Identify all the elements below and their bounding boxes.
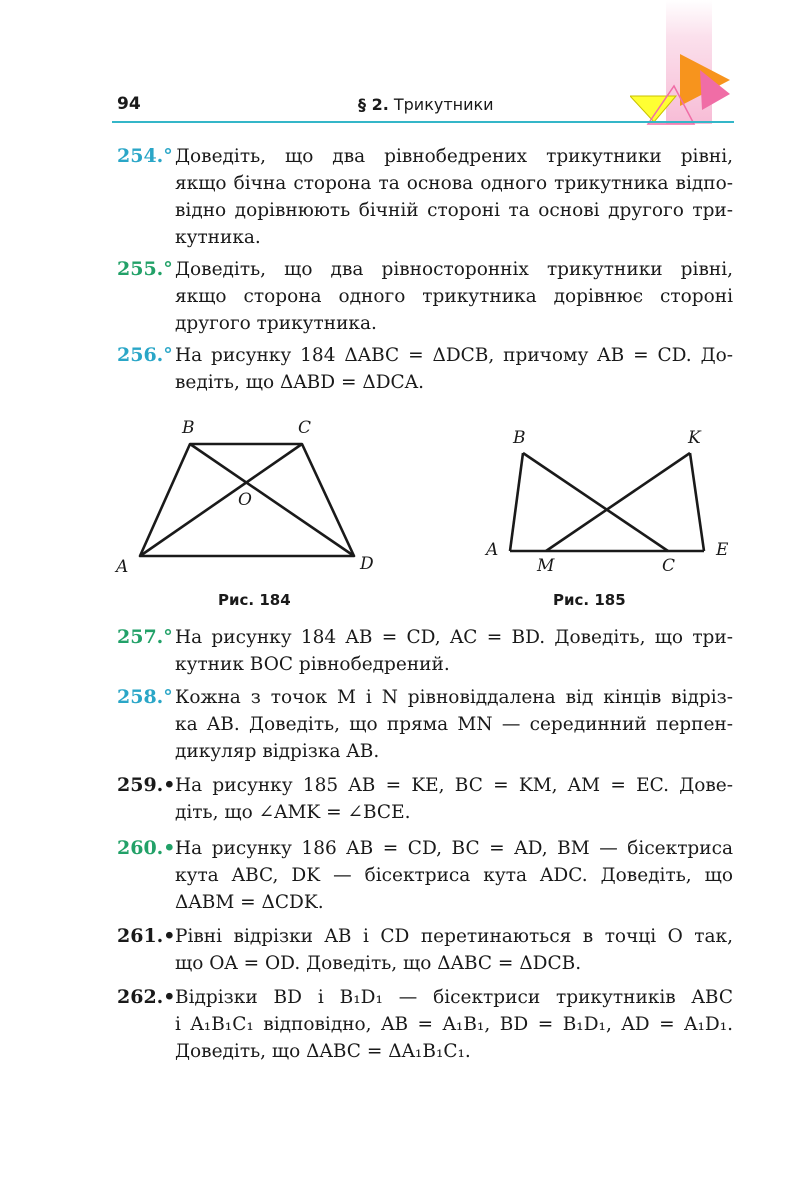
problem-number: 261.• xyxy=(117,925,176,947)
problem-text-line: На рисунку 185 AB = KE, BC = KM, AM = EC. Дове- xyxy=(175,775,733,796)
figure-185-caption: Рис. 185 xyxy=(553,591,626,609)
header-divider xyxy=(112,121,734,123)
problem-262 xyxy=(117,984,733,1065)
problem-text-line: Відрізки BD і B₁D₁ — бісектриси трикутників ABC xyxy=(175,987,733,1008)
figure-184 xyxy=(110,415,400,585)
point-label-c: C xyxy=(662,556,676,576)
problem-256 xyxy=(117,342,733,396)
problem-257 xyxy=(117,624,733,678)
vertex-label-e: E xyxy=(716,540,729,560)
problem-text-line: якщо бічна сторона та основа одного трикутника відпо- xyxy=(175,173,733,194)
problem-text-line: На рисунку 184 AB = CD, AC = BD. Доведіть, що три- xyxy=(175,627,733,648)
segment-bc xyxy=(523,453,668,551)
problem-text-line: Доведіть, що ΔABC = ΔA₁B₁C₁. xyxy=(175,1041,471,1062)
vertex-label-c: C xyxy=(298,418,312,438)
segment-ab xyxy=(510,453,523,551)
problem-number: 258.° xyxy=(117,686,173,708)
segment-mk xyxy=(546,453,690,551)
problem-text-line: якщо сторона одного трикутника дорівнює стороні xyxy=(175,286,733,307)
problem-number: 262.• xyxy=(117,986,176,1008)
triangles-logo-icon xyxy=(630,50,740,126)
problem-text-line: кутник BOC рівнобедрений. xyxy=(175,654,450,675)
vertex-label-d: D xyxy=(360,554,374,574)
problem-text-line: відно дорівнюють бічній стороні та основі другого три- xyxy=(175,200,733,221)
problem-text-line: Доведіть, що два рівнобедрених трикутники рівні, xyxy=(175,146,733,167)
problem-text-line: Доведіть, що два рівносторонніх трикутники рівні, xyxy=(175,259,733,280)
problem-number: 255.° xyxy=(117,258,173,280)
problem-text-line: кута ABC, DK — бісектриса кута ADC. Доведіть, що xyxy=(175,865,733,886)
figure-184-caption: Рис. 184 xyxy=(218,591,291,609)
problem-text-line: другого трикутника. xyxy=(175,313,377,334)
section-title: § 2. Трикутники xyxy=(358,95,494,114)
problem-258 xyxy=(117,684,733,765)
problem-text-line: і A₁B₁C₁ відповідно, AB = A₁B₁, BD = B₁D₁, AD = A₁D₁. xyxy=(175,1014,733,1035)
vertex-label-k: K xyxy=(688,428,701,448)
vertex-label-a: A xyxy=(486,540,499,560)
problem-text-line: ΔABM = ΔCDK. xyxy=(175,892,324,913)
problem-255 xyxy=(117,256,733,337)
problem-261 xyxy=(117,923,733,977)
vertex-label-a: A xyxy=(116,557,129,577)
problem-text-line: ведіть, що ΔABD = ΔDCA. xyxy=(175,372,424,393)
problem-text-line: Рівні відрізки AB і CD перетинаються в точці O так, xyxy=(175,926,733,947)
problem-254 xyxy=(117,143,733,251)
problem-number: 260.• xyxy=(117,837,176,859)
point-label-o: O xyxy=(238,490,252,510)
problem-text-line: ка AB. Доведіть, що пряма MN — серединний перпен- xyxy=(175,714,733,735)
problem-text-line: На рисунку 184 ΔABC = ΔDCB, причому AB = CD. До- xyxy=(175,345,733,366)
page-number: 94 xyxy=(117,94,141,114)
problem-text-line: кутника. xyxy=(175,227,261,248)
problem-text-line: дикуляр відрізка AB. xyxy=(175,741,380,762)
problem-number: 259.• xyxy=(117,774,176,796)
vertex-label-b: B xyxy=(513,428,526,448)
figure-185 xyxy=(480,420,740,580)
problem-260 xyxy=(117,835,733,916)
segment-ke xyxy=(690,453,704,551)
problem-number: 254.° xyxy=(117,145,173,167)
vertex-label-b: B xyxy=(182,418,195,438)
problem-text-line: На рисунку 186 AB = CD, BC = AD, BM — бісектриса xyxy=(175,838,733,859)
point-label-m: M xyxy=(537,556,555,576)
problem-text-line: Кожна з точок M і N рівновіддалена від кінців відріз- xyxy=(175,687,733,708)
problem-text-line: діть, що ∠AMK = ∠BCE. xyxy=(175,802,411,823)
problem-number: 256.° xyxy=(117,344,173,366)
problem-number: 257.° xyxy=(117,626,173,648)
problem-text-line: що OA = OD. Доведіть, що ΔABC = ΔDCB. xyxy=(175,953,582,974)
problem-259 xyxy=(117,772,733,826)
